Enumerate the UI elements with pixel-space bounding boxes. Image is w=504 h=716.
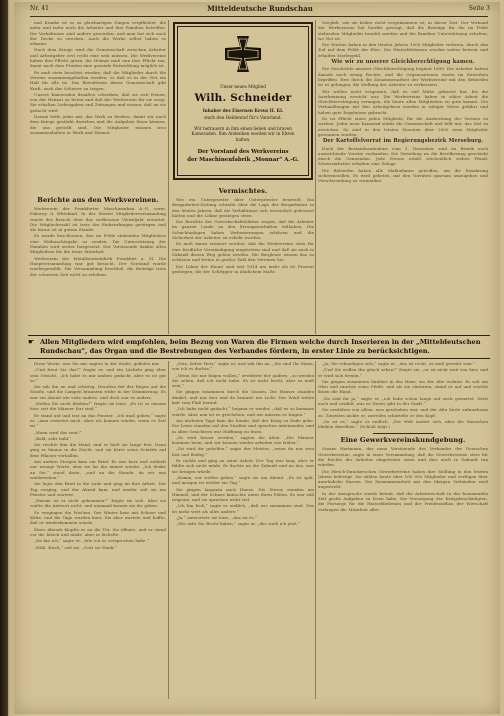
section-heading-vermischtes: Vermischtes.: [218, 187, 268, 195]
column-middle-top: Vermischtes. Wie ein Unterpriester über Unterpriester beurteilt. Ein Bergarbeiter-Zeitung schreibt über die Lage der Bergarbeiter in den letzten Jahren, daß die Verhältnisse sich wesentlich gebessert hätten und die Löhne gestiegen seien. Die Berichte der Gewerkschaftsblätter zeigen, daß die Arbeiter im ganzen Lande an den Errungenschaften teilhaben. Die Schachtanlagen haben Verbesserungen erfahren und die Sicherheit der Arbeiter ist erhöht worden. Es muß daran erinnert werden, daß die Werkvereine stets für eine friedliche Verständigung eingetreten sind und daß sie auch in Zukunft diesen Weg gehen werden. Die Bergleute wissen das zu schätzen und treten in großer Zahl den Vereinen bei. Die Löhne der Hauer sind seit 1914 um mehr als 60 Prozent gestiegen, die der Schlepper in ähnlichem Maße.: [172, 187, 314, 274]
column-divider-4: [315, 361, 316, 699]
issue-number: Nr. 41: [30, 5, 49, 12]
ad-board-line-2: der Maschinenfabrik „Monnar“ A.-G.: [187, 157, 299, 163]
column-divider-3: [168, 361, 169, 699]
ad-caption: Unser neues Mitglied: [220, 84, 266, 89]
ad-memory-line: Wir betrauern in ihm einen lieben und braven Kameraden. Ihm Andenken werden wir in Ehren halten.: [191, 126, 295, 142]
column-left-top: und Kranke ist es zu gleichartigen Dingen verpflichtet, die mehr und mehr auch die Arbeiter und ihre Familien betreffen. Die Verhältnisse sind andere geworden, und man hat sich nach der Decke zu strecken. Auch die Werke selbst haben es erkannt. Nach dem Kriege wird die Gemeinschaft zwischen Arbeiter und Arbeitgeber erst recht eine sein müssen. Die Werkvereine haben ihre Pflicht getan, die Heimat muß nun ihre Pflicht tun, damit nach dem Frieden eine gesunde Entwicklung möglich ist. Es muß stets beachtet werden, daß die Mitglieder durch die Vereine zusammengehalten werden, so daß es in der Not ein Halt für alle ist. Das Bewußtsein dieser Gemeinschaft gibt Kraft, auch das Schwere zu tragen. Unsere Kameraden draußen schreiben, daß sie sich freuen, von der Heimat zu hören und daß der Werkverein für sie sorgt. Sie erhalten Liebesgaben und Zeitungen und wissen, daß an sie gedacht wird. Darum helfe jeder mit, das Werk zu fördern, damit wir nach dem Kriege gestärkt dastehen und die Aufgaben lösen können, die uns gestellt sind. Die Mitglieder müssen treu zusammenhalten in Werk und Heimat.: [30, 20, 166, 135]
newspaper-title: Mitteldeutsche Rundschau: [207, 4, 313, 13]
column-middle-bottom: „Nun, lieber Herr,“ sagte er, und sah ihn an, „Sie sind Ihr Mann, wie ich es dachte.“ „Wenn Sie mir folgen wollen,“ erwiderte der andere, „so werden Sie sehen, daß ich recht habe. Es ist nicht leicht, aber es muß sein.“ Sie gingen zusammen durch die Gassen. Die Häuser standen dunkel, und nur hier und da brannte ein Licht. Der Wind wehte kalt vom Fluß herauf. „Ich habe nicht gedacht,“ begann er wieder, „daß es so kommen würde. Aber nun ist es geschehen, und wir müssen es tragen.“ Am nächsten Tage kam die Kunde, daß der Krieg zu Ende gehe. Die Leute standen auf den Straßen und sprachen miteinander, und in allen Gesichtern war Hoffnung zu lesen. „Es wird besser werden,“ sagten die Alten. „Die Männer kommen heim, und wir können wieder arbeiten wie früher.“ „Da wird dir geholfen,“ sagte der Meister, „wenn du nur treu bist und fleißig.“ Er nickte und ging an seine Arbeit. Der Tag war lang, aber er fühlte sich nicht müde. Er dachte an die Zukunft und an das, was sie bringen würde. „Komm, wir wollen gehen,“ sagte sie am Abend. „Es ist spät, und morgen ist wieder ein Tag.“ Sie gingen langsam nach Hause. Die Sterne standen am Himmel, und der Schnee knirschte unter ihren Füßen. Es war still ringsum, und sie sprachen nicht viel. „Ich bin froh,“ sagte er endlich, „daß wir zusammen sind. Das ist mehr wert als alles andere.“ „Ja,“ antwortete sie leise, „das ist es.“ „Wie sehr Sie Recht haben,“ sagte er, „das weiß ich jetzt.“: [172, 361, 314, 527]
binding-spine: [0, 0, 8, 716]
page-number: Seite 3: [468, 5, 490, 12]
ad-name: Wilh. Schneider: [194, 92, 292, 104]
column-right-top: Sorgfalt, wie sie bisher nicht vorgekommen ist, in dieser Zeit. Der Verband der Werkvereine hat hierfür gesorgt, daß die Beiträge für die im Felde stehenden Mitglieder bezahlt werden und die Familien Unterstützung erhalten, wo Not ist. Die Vereine haben in den letzten Jahren 1500 Mitglieder verloren, durch den Tod auf dem Felde der Ehre. Die Hinterbliebenen werden weiter betreut und erhalten Sterbegeld. Wie wir zu unserer Gleichberechtigung kamen. Die Geschichte unserer Gleichberechtigung beginnt 1890. Die Arbeiter hatten damals noch wenig Rechte, und die Organisationen waren im Entstehen begriffen. Erst durch die Zusammenarbeit der Werkvereine mit den Behörden ist es gelungen, die Stellung der Arbeiter zu verbessern. Wir wollen nicht vergessen, daß es viel Mühe gekostet hat, bis die Anerkennung erreicht war. Die Werkvereine haben in zäher Arbeit die Gleichberechtigung errungen, die heute allen Mitgliedern zu gute kommt. Die Verhandlungen mit den Arbeitgebern wurden in ruhiger Weise geführt und haben gute Ergebnisse gebracht. Es ist Pflicht eines jeden Mitglieds, für die Ausbreitung der Vereine zu werben. Jeder neue Kamerad stärkt die Gemeinschaft und hilft mit, das Ziel zu erreichen. So sind in den letzten Monaten über 2000 neue Mitglieder gewonnen worden. Der Kartoffelvorrat im Regierungsbezirk Merseburg. Nach der Bestandsaufnahme vom 1. Dezember sind im Bezirk noch ausreichende Vorräte vorhanden. Die Verteilung an die Bevölkerung geschieht durch die Gemeinden. Jede Person erhält wöchentlich sieben Pfund, Schwerarbeiter erhalten eine Zulage. Die Behörden haben alle Maßnahmen getroffen, um die Ernährung sicherzustellen. Es wird gebeten, mit den Vorräten sparsam umzugehen und Verschwendung zu vermeiden.: [318, 20, 488, 184]
pointing-hand-icon: ☛: [28, 338, 35, 346]
column-left-bottom: Diese Worte, was Sie mir sagten in der Stube, gefielen mir. „Und freut Sie das?“ fragte er, und ein Lächeln ging über sein Gesicht. „Ich habe es mir anders gedacht, aber es ist gut so.“ Sie sah ihn an und schwieg. Draußen fiel der Regen auf die Straße, und die Lampen brannten trübe in der Dämmerung. Es war ein Abend wie viele andere, und doch war es anders. „Wollen Sie nicht bleiben?“ fragte sie leise. „Es ist so einsam hier, seit die Männer fort sind.“ Er stand auf und trat an das Fenster. „Ich muß gehen,“ sagte er, „man erwartet mich. Aber ich komme wieder, wenn es Zeit ist.“ „Wann wird das sein?“ „Bald, sehr bald.“ Sie reichte ihm die Hand, und er hielt sie lange fest. Dann ging er hinaus in die Nacht, und sie hörte seine Schritte auf dem Pflaster verhallen. Am andern Morgen kam ein Brief. Er war kurz und enthielt nur wenige Worte, aber sie las ihn immer wieder. „Ich denke an Sie,“ stand darin, „und an die Stunde, da wir uns wiedersehen.“ Sie legte den Brief in die Lade und ging an ihre Arbeit. Der Tag verging, und der Abend kam, und wieder saß sie am Fenster und wartete. „Warum ist er nicht gekommen?“ fragte sie sich. Aber sie wußte die Antwort nicht, und niemand konnte sie ihr geben. So vergingen die Wochen. Der Winter kam mit Schnee und Kälte, und die Tage wurden kurz. Sie aber wartete und hoffte, daß er wiederkommen würde. Eines Abends klopfte es an die Tür. Sie öffnete, und er stand vor ihr, bleich und müde, aber er lächelte. „Da bin ich,“ sagte er. „Wie ich es versprochen habe.“ „Wilh. Kirch,“ rief sie, „Gott sei Dank!“: [30, 361, 166, 550]
ad-board-line-1: Der Vorstand des Werkvereins: [197, 149, 289, 155]
subheading-right-2: Der Kartoffelvorrat im Regierungsbezirk Merseburg.: [322, 138, 484, 145]
ad-owner-line: Inhaber des Eisernen Kreuz II. Kl.: [202, 108, 284, 113]
section-heading-gewerkverein: Eine Gewerkvereinskundgebung.: [340, 436, 466, 445]
subheading-right-1: Wie wir zu unserer Gleichberechtigung kamen.: [331, 59, 475, 66]
section-heading-berichte: Berichte aus den Werkvereinen.: [37, 196, 159, 204]
column-divider-2: [315, 20, 316, 334]
column-right-bottom: „Ja, Sie erkundigen sich,“ sagte er, „das ist recht, es muß gewußt sein.“ „Und Sie wollen Ihn gleich sehen?“ fragte sie, „er ist nicht weit von hier, und er wird sich freuen.“ Sie gingen zusammen hinüber in das Haus, wo der Alte wohnte. Er saß am Ofen und rauchte seine Pfeife, und als sie eintraten, stand er auf und reichte ihnen die Hand. „Da seid ihr ja,“ sagte er, „ich habe schon lange auf euch gewartet. Setzt euch und erzählt, was es Neues gibt in der Stadt.“ Sie erzählten von allem, was geschehen war, und der Alte hörte aufmerksam zu. Zuweilen nickte er, zuweilen schüttelte er den Kopf. „So ist es,“ sagte er endlich. „Die Welt ändert sich, aber die Menschen bleiben dieselben.“ (Schluß folgt.) Eine Gewerkvereinskundgebung. Gustav Hartmann, der neue Vorsitzende des Verbandes der Deutschen Gewerkvereine, sagte in einer Versammlung, daß die Gewerkvereine stets für die Rechte der Arbeiter eingetreten seien und dies auch in Zukunft tun würden. Die Hirsch-Dunckerschen Gewerkvereine haben ihre Stellung in den letzten Jahren befestigt. Sie zählen heute über 100 000 Mitglieder und verfügen über ansehnliche Kassen. Die Zusammenarbeit mit den übrigen Verbänden wird angestrebt. In der Aussprache wurde betont, daß die Arbeiterschaft in der kommenden Zeit große Aufgaben zu lösen habe. Die Versorgung der Kriegsbeschädigten, die Fürsorge für die Hinterbliebenen und der Wiederaufbau der Wirtschaft verlangen die Mitarbeit aller.: [318, 361, 488, 512]
header-rule: [30, 16, 488, 17]
column-divider-1: [168, 20, 169, 334]
obituary-notice: [173, 22, 313, 180]
banner-text: Allen Mitgliedern wird empfohlen, beim Bezug von Waren die Firmen welche durch Inserieren in der „Mitteldeutschen Rundschau“, das Organ und die Bestrebungen des Verbandes fördern, in erster Linie zu berücksichtigen.: [40, 338, 481, 355]
section-rule: [373, 433, 433, 434]
column-left-mid: Berichte aus den Werkvereinen. Werkverein der Frankfurter Maschinenbau A.-G. vorm. Pokorny & Wittekind. In der letzten Mitgliederversammlung wurde der Bericht über das verflossene Vierteljahr erstattet. Die Mitgliederzahl ist trotz der Einberufungen gestiegen und die Kasse ist in gutem Stande. Es wurde beschlossen, den im Felde stehenden Mitgliedern eine Weihnachtsgabe zu senden. Die Unterstützung der Familien wird weiter fortgesetzt. Der Vorsitzende dankte allen Mitgliedern für die treue Mitarbeit. Werkverein der Metallwarenfabrik Frankfurt a. M. Die Hauptversammlung war gut besucht. Der Vorstand wurde wiedergewählt. Die Versammlung beschloß, die Beiträge trotz der schweren Zeit nicht zu erhöhen.: [30, 196, 166, 277]
ad-fell-line: starb den Heldentod für's Vaterland.: [204, 115, 282, 120]
iron-cross-icon: [221, 32, 265, 76]
member-notice-banner: [28, 335, 490, 359]
